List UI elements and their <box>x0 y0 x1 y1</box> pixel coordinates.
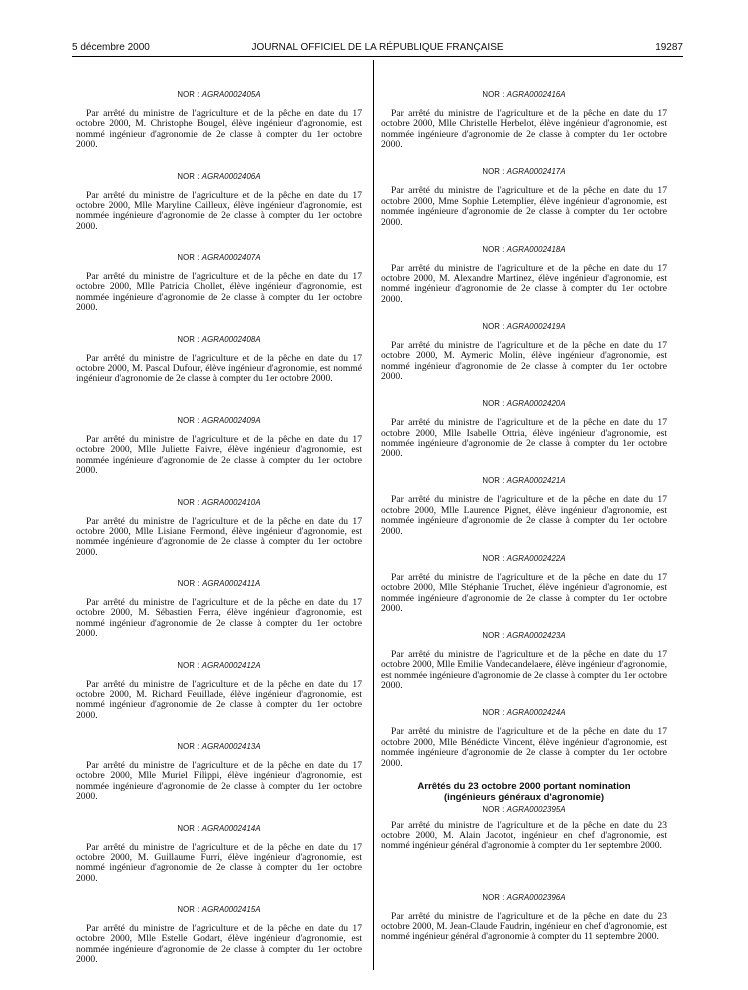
nor-reference: NOR : AGRA0002415A <box>177 905 261 914</box>
section-title-line: Arrêtés du 23 octobre 2000 portant nomination <box>417 780 631 792</box>
nor-reference: NOR : AGRA0002416A <box>482 90 566 99</box>
nor-reference: NOR : AGRA0002406A <box>177 171 261 181</box>
nor-reference: NOR : AGRA0002418A <box>482 244 566 254</box>
section-subtitle-line: (ingénieurs généraux d'agronomie) <box>443 791 605 803</box>
nor-reference: NOR : AGRA0002411A <box>177 579 261 588</box>
decree-text: Par arrêté du ministre de l'agriculture et de la pêche en date du 17 octobre 2000, M. Guillaume Furri, élève ingénieur d'agronomie, est nommé ingénieur d'agronomie de 2e classe à compter du 1er octobre 2000. <box>76 841 362 884</box>
nor-reference: NOR : AGRA0002395A <box>482 804 566 814</box>
nor-reference: NOR : AGRA0002414A <box>177 823 261 833</box>
decree-entry <box>76 742 362 824</box>
issue-date: 5 décembre 2000 <box>72 42 150 53</box>
decree-text: Par arrêté du ministre de l'agriculture et de la pêche en date du 17 octobre 2000, Mlle Lisiane Fermond, élève ingénieur d'agronomie, est nommée ingénieure d'agronomie de 2e classe à compter du 1er octobre 2000. <box>76 515 362 558</box>
decree-entry <box>381 90 667 167</box>
header-rule <box>72 56 683 57</box>
decree-entry <box>381 399 667 476</box>
decree-text: Par arrêté du ministre de l'agriculture et de la pêche en date du 23 octobre 2000, M. Jean-Claude Faudrin, ingénieur en chef d'agronomie, est nommé ingénieur général d'agronomie à compter du 11 septembre 2000. <box>381 910 667 943</box>
decree-text: Par arrêté du ministre de l'agriculture et de la pêche en date du 17 octobre 2000, Mlle Stéphanie Truchet, élève ingénieur d'agronomie, est nommée ingénieure d'agronomie de 2e classe à compter du 1er octobre 2000. <box>381 571 667 614</box>
journal-title: JOURNAL OFFICIEL DE LA RÉPUBLIQUE FRANÇAISE <box>251 42 504 53</box>
nor-reference: NOR : AGRA0002409A <box>177 416 261 425</box>
decree-text: Par arrêté du ministre de l'agriculture et de la pêche en date du 17 octobre 2000, Mlle Juliette Faivre, élève ingénieur d'agronomie, est nommée ingénieure d'agronomie de 2e classe à compter du 1er octobre 2000. <box>76 434 362 477</box>
decree-text: Par arrêté du ministre de l'agriculture et de la pêche en date du 17 octobre 2000, M. Richard Feuillade, élève ingénieur d'agronomie, est nommé ingénieur d'agronomie de 2e classe à compter du 1er octobre 2000. <box>76 678 362 721</box>
decree-text: Par arrêté du ministre de l'agriculture et de la pêche en date du 17 octobre 2000, M. Alexandre Martinez, élève ingénieur d'agronomie, est nommé ingénieur d'agronomie de 2e classe à compter du 1er octobre 2000. <box>381 262 667 305</box>
decree-text: Par arrêté du ministre de l'agriculture et de la pêche en date du 17 octobre 2000, Mlle Maryline Cailleux, élève ingénieur d'agronomie, est nommée ingénieure d'agronomie de 2e classe à compter du 1er octobre 2000. <box>76 189 362 232</box>
nor-reference: NOR : AGRA0002410A <box>177 497 261 507</box>
decree-text: Par arrêté du ministre de l'agriculture et de la pêche en date du 17 octobre 2000, M. Aymeric Molin, élève ingénieur d'agronomie, est nommé ingénieur d'agronomie de 2e classe à compter du 1er octobre 2000. <box>381 339 667 383</box>
section-heading <box>381 781 667 803</box>
page-header <box>72 42 683 56</box>
decree-entry <box>76 498 362 580</box>
decree-entry <box>76 253 362 335</box>
decree-entry <box>381 322 667 399</box>
decree-entry <box>381 893 667 970</box>
decree-text: Par arrêté du ministre de l'agriculture et de la pêche en date du 17 octobre 2000, Mlle Estelle Godart, élève ingénieur d'agronomie, est nommée ingénieure d'agronomie de 2e classe à compter du 1er octobre 2000. <box>76 923 362 966</box>
decree-entry <box>381 245 667 322</box>
decree-entry <box>76 172 362 254</box>
right-column <box>381 90 667 970</box>
decree-entry <box>381 708 667 785</box>
decree-entry <box>381 554 667 631</box>
nor-reference: NOR : AGRA0002396A <box>482 892 566 902</box>
decree-entry <box>381 805 667 893</box>
nor-reference: NOR : AGRA0002423A <box>482 631 566 641</box>
decree-entry <box>76 90 362 172</box>
nor-reference: NOR : AGRA0002420A <box>482 399 566 409</box>
column-divider <box>373 60 374 970</box>
nor-reference: NOR : AGRA0002417A <box>482 167 566 177</box>
decree-entry <box>76 661 362 743</box>
decree-entry <box>381 476 667 553</box>
decree-entry <box>381 167 667 244</box>
decree-text: Par arrêté du ministre de l'agriculture et de la pêche en date du 17 octobre 2000, Mlle Laurence Pignet, élève ingénieur d'agronomie, est nommée ingénieure d'agronomie de 2e classe à compter du 1er octobre 2000. <box>381 494 667 537</box>
decree-text: Par arrêté du ministre de l'agriculture et de la pêche en date du 17 octobre 2000, Mlle Muriel Filippi, élève ingénieur d'agronomie, est nommée ingénieure d'agronomie de 2e classe à compter du 1er octobre 2000. <box>76 760 362 803</box>
decree-entry <box>76 824 362 906</box>
page-number: 19287 <box>655 42 683 53</box>
decree-text: Par arrêté du ministre de l'agriculture et de la pêche en date du 17 octobre 2000, Mme Sophie Letemplier, élève ingénieur d'agronomie, est nommée ingénieure d'agronomie de 2e classe à compter du 1er octobre 2000. <box>381 185 667 228</box>
decree-text: Par arrêté du ministre de l'agriculture et de la pêche en date du 17 octobre 2000, Mlle Christelle Herbelot, élève ingénieur d'agronomie, est nommée ingénieure d'agronomie de 2e classe à compter du 1er octobre 2000. <box>381 108 667 151</box>
nor-reference: NOR : AGRA0002422A <box>482 553 566 563</box>
nor-reference: NOR : AGRA0002421A <box>482 476 566 486</box>
nor-reference: NOR : AGRA0002419A <box>482 321 566 331</box>
decree-entry <box>76 416 362 498</box>
decree-entry <box>381 631 667 708</box>
nor-reference: NOR : AGRA0002424A <box>482 708 566 718</box>
decree-text: Par arrêté du ministre de l'agriculture et de la pêche en date du 17 octobre 2000, Mlle Bénédicte Vincent, élève ingénieur d'agronomie, est nommée ingénieure d'agronomie de 2e classe à compter du 1er octobre 2000. <box>381 726 667 769</box>
decree-entry <box>76 335 362 417</box>
left-column <box>76 90 362 987</box>
decree-entry <box>76 579 362 661</box>
nor-reference: NOR : AGRA0002412A <box>177 660 261 670</box>
decree-text: Par arrêté du ministre de l'agriculture et de la pêche en date du 17 octobre 2000, Mlle Patricia Chollet, élève ingénieur d'agronomie, est nommée ingénieure d'agronomie de 2e classe à compter du 1er octobre 2000. <box>76 271 362 314</box>
decree-text: Par arrêté du ministre de l'agriculture et de la pêche en date du 17 octobre 2000, M. Pascal Dufour, élève ingénieur d'agronomie, est nommé ingénieur d'agronomie de 2e classe à compter du 1er octobre 2000. <box>76 352 362 385</box>
nor-reference: NOR : AGRA0002408A <box>177 334 261 344</box>
nor-reference: NOR : AGRA0002413A <box>177 742 261 751</box>
decree-text: Par arrêté du ministre de l'agriculture et de la pêche en date du 17 octobre 2000, M. Christophe Bougel, élève ingénieur d'agronomie, est nommé ingénieur d'agronomie de 2e classe à compter du 1er octobre 2000. <box>76 108 362 151</box>
nor-reference: NOR : AGRA0002405A <box>177 90 261 99</box>
decree-text: Par arrêté du ministre de l'agriculture et de la pêche en date du 17 octobre 2000, Mlle Emilie Vandecandelaere, élève ingénieur d'agronomie, est nommée ingénieure d'agronomie de 2e classe à compter du 1er octobre 2000. <box>381 649 667 692</box>
decree-entry <box>76 905 362 987</box>
decree-text: Par arrêté du ministre de l'agriculture et de la pêche en date du 23 octobre 2000, M. Alain Jacotot, ingénieur en chef d'agronomie, est nommé ingénieur général d'agronomie à compter du 1er septembre 2000. <box>381 819 667 852</box>
nor-reference: NOR : AGRA0002407A <box>177 253 261 262</box>
decree-text: Par arrêté du ministre de l'agriculture et de la pêche en date du 17 octobre 2000, Mlle Isabelle Ottria, élève ingénieur d'agronomie, est nommée ingénieure d'agronomie de 2e classe à compter du 1er octobre 2000. <box>381 417 667 460</box>
decree-text: Par arrêté du ministre de l'agriculture et de la pêche en date du 17 octobre 2000, M. Sébastien Ferra, élève ingénieur d'agronomie, est nommé ingénieur d'agronomie de 2e classe à compter du 1er octobre 2000. <box>76 597 362 640</box>
